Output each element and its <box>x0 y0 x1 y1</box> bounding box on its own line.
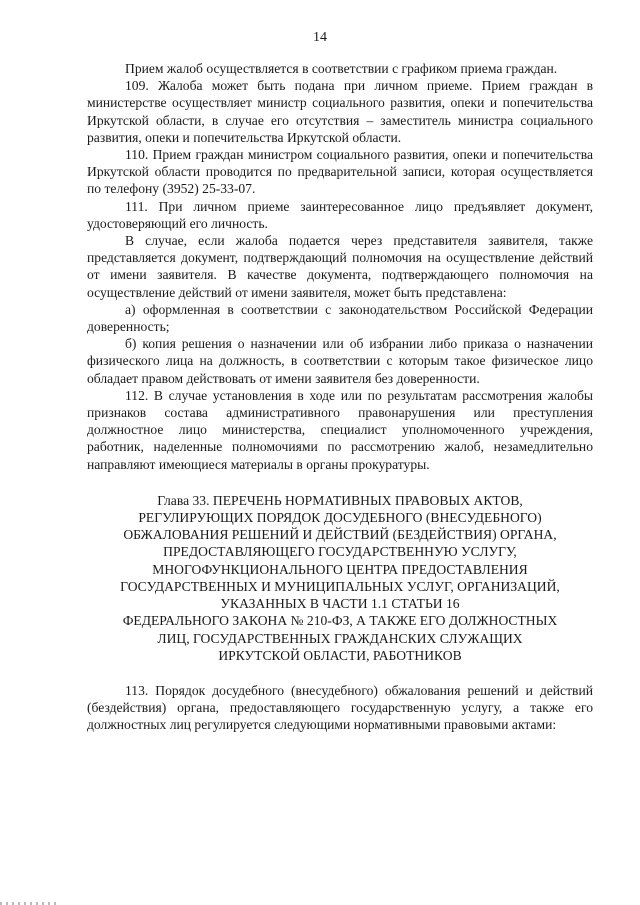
paragraph-item-b: б) копия решения о назначении или об избрании либо приказа о назначении физического лица на должность, в соответствии с которым такое физическое лицо обладает правом действовать от имени заявителя без доверенности. <box>87 336 593 386</box>
paragraph-reception-schedule: Прием жалоб осуществляется в соответствии с графиком приема граждан. <box>125 61 558 76</box>
paragraph-109: 109. Жалоба может быть подана при личном приеме. Прием граждан в министерстве осуществляет министр социального развития, опеки и попечительства Иркутской области, в случае его отсутствия – заместитель министра социального развития, опеки и попечительства Иркутской области. <box>87 78 593 145</box>
chapter-heading-line: МНОГОФУНКЦИОНАЛЬНОГО ЦЕНТРА ПРЕДОСТАВЛЕНИЯ <box>152 561 528 577</box>
chapter-heading-line: ОБЖАЛОВАНИЯ РЕШЕНИЙ И ДЕЙСТВИЙ (БЕЗДЕЙСТВИЯ) ОРГАНА, <box>123 527 557 543</box>
page-number: 14 <box>313 30 327 45</box>
chapter-heading-line: ГОСУДАРСТВЕННЫХ И МУНИЦИПАЛЬНЫХ УСЛУГ, ОРГАНИЗАЦИЙ, <box>120 578 560 594</box>
paragraph-111: 111. При личном приеме заинтересованное лицо предъявляет документ, удостоверяющий его личность. <box>87 198 593 231</box>
paragraph-110: 110. Прием граждан министром социального развития, опеки и попечительства Иркутской области проводится по предварительной записи, которая осуществляется по телефону (3952) 25-33-07. <box>87 147 593 197</box>
chapter-heading-line: Глава 33. ПЕРЕЧЕНЬ НОРМАТИВНЫХ ПРАВОВЫХ АКТОВ, <box>157 492 523 508</box>
chapter-heading-line: ЛИЦ, ГОСУДАРСТВЕННЫХ ГРАЖДАНСКИХ СЛУЖАЩИХ <box>157 630 523 646</box>
chapter-heading-line: ИРКУТСКОЙ ОБЛАСТИ, РАБОТНИКОВ <box>218 647 462 663</box>
chapter-heading-line: УКАЗАННЫХ В ЧАСТИ 1.1 СТАТЬИ 16 <box>220 596 460 612</box>
chapter-heading-line: ПРЕДОСТАВЛЯЮЩЕГО ГОСУДАРСТВЕННУЮ УСЛУГУ, <box>163 544 517 560</box>
paragraph-112: 112. В случае установления в ходе или по результатам рассмотрения жалобы признаков состава административного правонарушения или преступления должностное лицо министерства, специалист уполномоченного учреждения, работник, наделенные полномочиями по рассмотрению жалоб, незамедлительно направляют имеющиеся материалы в органы прокуратуры. <box>87 387 593 472</box>
chapter-heading <box>87 492 593 664</box>
paragraph-representative: В случае, если жалоба подается через представителя заявителя, также представляется документ, подтверждающий полномочия на осуществление действий от имени заявителя. В качестве документа, подтверждающего полномочия на осуществление действий от имени заявителя, может быть представлена: <box>87 233 593 300</box>
chapter-heading-line: ФЕДЕРАЛЬНОГО ЗАКОНА № 210-ФЗ, А ТАКЖЕ ЕГО ДОЛЖНОСТНЫХ <box>122 613 558 629</box>
chapter-heading-line: РЕГУЛИРУЮЩИХ ПОРЯДОК ДОСУДЕБНОГО (ВНЕСУДЕБНОГО) <box>138 510 542 526</box>
document-body <box>87 60 593 734</box>
paragraph-113: 113. Порядок досудебного (внесудебного) обжалования решений и действий (бездействия) органа, предоставляющего государственную услугу, а также его должностных лиц регулируется следующими нормативными правовыми актами: <box>87 682 593 733</box>
paragraph-item-a: а) оформленная в соответствии с законодательством Российской Федерации доверенность; <box>87 301 593 335</box>
